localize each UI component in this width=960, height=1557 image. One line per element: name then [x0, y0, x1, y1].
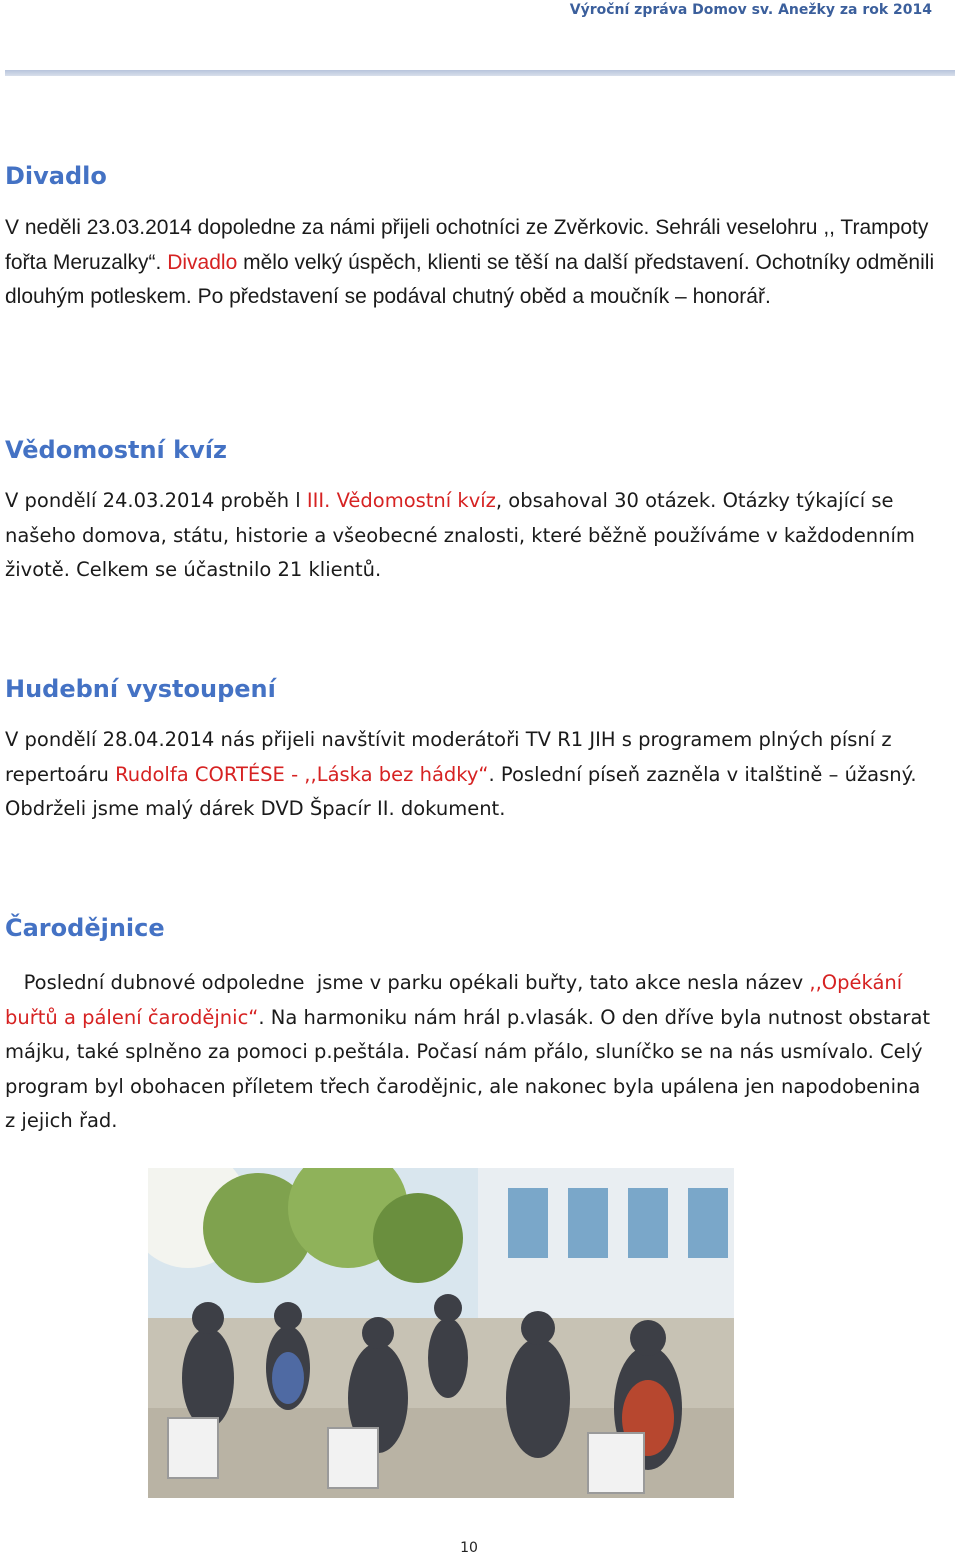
- section-hudebni-vystoupeni: [5, 675, 935, 827]
- section-carodejnice: [5, 914, 935, 1139]
- event-photo-illustration: [148, 1168, 734, 1498]
- section-heading-kviz: Vědomostní kvíz: [5, 436, 227, 464]
- paragraph-text: mělo velký úspěch, klienti se těší na další představení. Ochotníky odměnili dlouhým potleskem. Po představení se podával chutný oběd a moučník – honorář.: [5, 250, 935, 308]
- paragraph-text: V pondělí 24.03.2014 proběh l: [5, 489, 307, 512]
- paragraph-text: Poslední dubnové odpoledne jsme v parku opékali buřty, tato akce nesla název: [5, 971, 810, 994]
- paragraph-text: . Poslední píseň zazněla v italštině – úžasný. Obdrželi jsme malý dárek DVD Špacír II. dokument.: [5, 762, 917, 820]
- highlighted-text: III. Vědomostní kvíz: [306, 489, 496, 512]
- page-number: 10: [460, 1540, 478, 1556]
- section-heading-divadlo: Divadlo: [5, 162, 107, 190]
- paragraph-divadlo: [5, 211, 935, 315]
- highlighted-text: ,,Opékání buřtů a pálení čarodějnic“: [5, 971, 903, 1029]
- report-header-title: Výroční zpráva Domov sv. Anežky za rok 2014: [569, 2, 932, 18]
- section-heading-hudba: Hudební vystoupení: [5, 675, 276, 703]
- paragraph-text: . Na harmoniku nám hrál p.vlasák. O den dříve byla nutnost obstarat májku, také splněno za pomoci p.peštála. Počasí nám přálo, sluníčko se na nás usmívalo. Celý program byl obohacen příletem třech čarodějnic, ale nakonec byla upálena jen napodobenina z jejich řad.: [5, 1005, 931, 1132]
- section-heading-carodejnice: Čarodějnice: [5, 914, 165, 942]
- event-photo: [148, 1168, 734, 1498]
- paragraph-kviz: [5, 484, 935, 588]
- paragraph-text: V pondělí 28.04.2014 nás přijeli navštívit moderátoři TV R1 JIH s programem plných písní z repertoáru: [5, 728, 892, 786]
- highlighted-text: Rudolfa CORTÉSE - ,,Láska bez hádky“: [115, 762, 489, 786]
- paragraph-text: V neděli 23.03.2014 dopoledne za námi přijeli ochotníci ze Zvěrkovic. Sehráli veselohru ,, Trampoty fořta Meruzalky“.: [5, 216, 929, 274]
- section-divadlo: [5, 162, 935, 315]
- header-divider: [5, 70, 955, 76]
- section-vedomostni-kviz: [5, 436, 935, 588]
- highlighted-text: Divadlo: [167, 250, 238, 274]
- paragraph-text: , obsahoval 30 otázek. Otázky týkající se našeho domova, státu, historie a všeobecné znalosti, které běžně používáme v každodenním životě. Celkem se účastnilo 21 klientů.: [5, 489, 915, 581]
- paragraph-hudba: [5, 723, 935, 827]
- paragraph-carodejnice: [5, 966, 935, 1139]
